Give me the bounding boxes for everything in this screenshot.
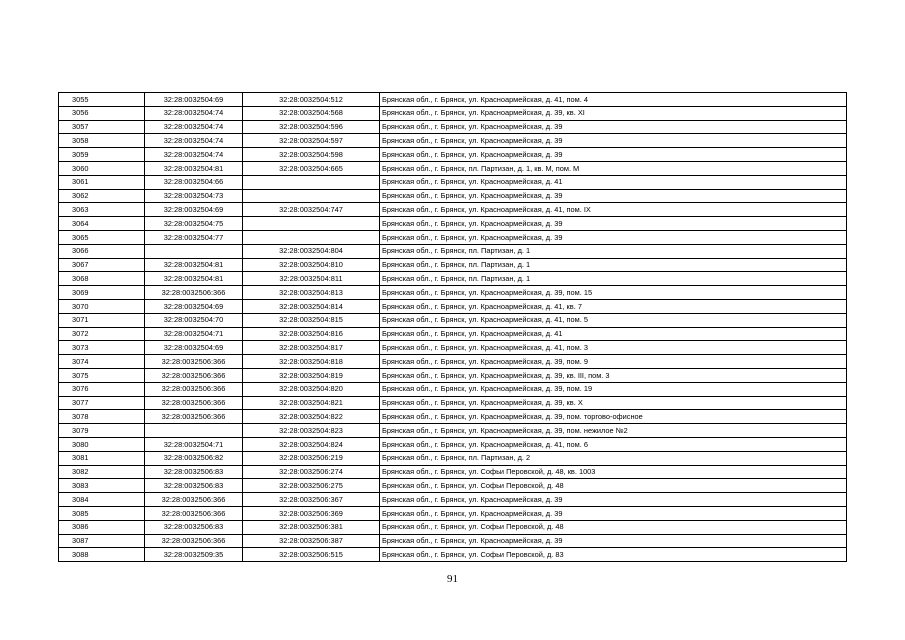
table-row — [59, 465, 847, 479]
row-number-cell: 3059 — [59, 148, 145, 162]
table-row — [59, 355, 847, 369]
table-row — [59, 534, 847, 548]
table-row — [59, 203, 847, 217]
row-number-cell: 3063 — [59, 203, 145, 217]
table-row — [59, 120, 847, 134]
row-number-cell: 3061 — [59, 175, 145, 189]
cadastral-number-2-cell: 32:28:0032506:219 — [243, 451, 380, 465]
cadastral-number-cell: 32:28:0032506:83 — [145, 465, 243, 479]
address-cell: Брянская обл., г. Брянск, ул. Красноармейская, д. 39, пом. 15 — [380, 286, 847, 300]
cadastral-number-2-cell: 32:28:0032504:814 — [243, 299, 380, 313]
row-number-cell: 3065 — [59, 230, 145, 244]
address-cell: Брянская обл., г. Брянск, ул. Красноармейская, д. 39 — [380, 134, 847, 148]
address-cell: Брянская обл., г. Брянск, ул. Красноармейская, д. 41, пом. 6 — [380, 437, 847, 451]
cadastral-number-cell: 32:28:0032504:69 — [145, 93, 243, 107]
address-cell: Брянская обл., г. Брянск, ул. Красноармейская, д. 41, пом. 4 — [380, 93, 847, 107]
cadastral-number-2-cell — [243, 175, 380, 189]
row-number-cell: 3072 — [59, 327, 145, 341]
cadastral-number-2-cell — [243, 217, 380, 231]
cadastral-number-cell — [145, 244, 243, 258]
row-number-cell: 3078 — [59, 410, 145, 424]
address-cell: Брянская обл., г. Брянск, ул. Красноармейская, д. 39, пом. 9 — [380, 355, 847, 369]
cadastral-number-cell: 32:28:0032506:83 — [145, 479, 243, 493]
table-row — [59, 437, 847, 451]
cadastral-number-cell: 32:28:0032504:71 — [145, 437, 243, 451]
cadastral-number-2-cell: 32:28:0032504:597 — [243, 134, 380, 148]
cadastral-number-2-cell: 32:28:0032506:369 — [243, 506, 380, 520]
cadastral-number-2-cell: 32:28:0032504:598 — [243, 148, 380, 162]
table-row — [59, 520, 847, 534]
address-cell: Брянская обл., г. Брянск, пл. Партизан, д. 1 — [380, 258, 847, 272]
table-row — [59, 341, 847, 355]
cadastral-number-2-cell: 32:28:0032504:813 — [243, 286, 380, 300]
cadastral-number-cell: 32:28:0032506:366 — [145, 506, 243, 520]
cadastral-number-2-cell: 32:28:0032504:815 — [243, 313, 380, 327]
table-row — [59, 175, 847, 189]
cadastral-number-2-cell: 32:28:0032506:367 — [243, 493, 380, 507]
row-number-cell: 3075 — [59, 368, 145, 382]
row-number-cell: 3056 — [59, 106, 145, 120]
table-row — [59, 286, 847, 300]
address-cell: Брянская обл., г. Брянск, ул. Красноармейская, д. 41 — [380, 327, 847, 341]
table-row — [59, 368, 847, 382]
cadastral-number-2-cell: 32:28:0032504:804 — [243, 244, 380, 258]
cadastral-number-2-cell: 32:28:0032504:822 — [243, 410, 380, 424]
address-cell: Брянская обл., г. Брянск, ул. Красноармейская, д. 39 — [380, 148, 847, 162]
row-number-cell: 3069 — [59, 286, 145, 300]
cadastral-number-cell: 32:28:0032504:70 — [145, 313, 243, 327]
cadastral-number-2-cell: 32:28:0032504:512 — [243, 93, 380, 107]
table-row — [59, 272, 847, 286]
cadastral-number-2-cell: 32:28:0032506:515 — [243, 548, 380, 562]
row-number-cell: 3088 — [59, 548, 145, 562]
cadastral-number-2-cell: 32:28:0032504:823 — [243, 424, 380, 438]
cadastral-number-cell: 32:28:0032506:366 — [145, 410, 243, 424]
cadastral-number-cell: 32:28:0032504:66 — [145, 175, 243, 189]
table-row — [59, 396, 847, 410]
address-cell: Брянская обл., г. Брянск, ул. Софьи Перовской, д. 48 — [380, 479, 847, 493]
row-number-cell: 3067 — [59, 258, 145, 272]
address-cell: Брянская обл., г. Брянск, ул. Красноармейская, д. 39 — [380, 230, 847, 244]
cadastral-number-cell: 32:28:0032504:73 — [145, 189, 243, 203]
address-cell: Брянская обл., г. Брянск, ул. Красноармейская, д. 41, кв. 7 — [380, 299, 847, 313]
table-row — [59, 382, 847, 396]
table-row — [59, 479, 847, 493]
address-cell: Брянская обл., г. Брянск, ул. Красноармейская, д. 41, пом. 5 — [380, 313, 847, 327]
cadastral-number-2-cell: 32:28:0032506:387 — [243, 534, 380, 548]
row-number-cell: 3077 — [59, 396, 145, 410]
cadastral-number-cell: 32:28:0032504:69 — [145, 299, 243, 313]
row-number-cell: 3080 — [59, 437, 145, 451]
table-row — [59, 424, 847, 438]
address-cell: Брянская обл., г. Брянск, ул. Красноармейская, д. 39 — [380, 493, 847, 507]
cadastral-number-cell: 32:28:0032506:366 — [145, 396, 243, 410]
cadastral-number-cell: 32:28:0032506:366 — [145, 534, 243, 548]
table-row — [59, 217, 847, 231]
row-number-cell: 3082 — [59, 465, 145, 479]
cadastral-number-cell: 32:28:0032506:366 — [145, 382, 243, 396]
row-number-cell: 3079 — [59, 424, 145, 438]
cadastral-number-cell: 32:28:0032504:69 — [145, 203, 243, 217]
row-number-cell: 3070 — [59, 299, 145, 313]
row-number-cell: 3084 — [59, 493, 145, 507]
address-cell: Брянская обл., г. Брянск, пл. Партизан, д. 1, кв. М, пом. М — [380, 161, 847, 175]
address-cell: Брянская обл., г. Брянск, ул. Красноармейская, д. 39, пом. нежилое №2 — [380, 424, 847, 438]
table-row — [59, 493, 847, 507]
table-row — [59, 230, 847, 244]
table-row — [59, 327, 847, 341]
address-cell: Брянская обл., г. Брянск, пл. Партизан, д. 1 — [380, 244, 847, 258]
cadastral-number-2-cell: 32:28:0032506:275 — [243, 479, 380, 493]
address-cell: Брянская обл., г. Брянск, ул. Софьи Перовской, д. 83 — [380, 548, 847, 562]
address-cell: Брянская обл., г. Брянск, пл. Партизан, д. 1 — [380, 272, 847, 286]
cadastral-number-2-cell: 32:28:0032504:819 — [243, 368, 380, 382]
cadastral-number-2-cell — [243, 230, 380, 244]
table-row — [59, 258, 847, 272]
cadastral-number-2-cell: 32:28:0032504:811 — [243, 272, 380, 286]
address-cell: Брянская обл., г. Брянск, ул. Красноармейская, д. 41 — [380, 175, 847, 189]
cadastral-number-cell: 32:28:0032506:366 — [145, 286, 243, 300]
table-row — [59, 134, 847, 148]
cadastral-number-2-cell: 32:28:0032504:810 — [243, 258, 380, 272]
address-cell: Брянская обл., г. Брянск, ул. Софьи Перовской, д. 48 — [380, 520, 847, 534]
cadastral-number-cell: 32:28:0032504:77 — [145, 230, 243, 244]
cadastral-number-cell — [145, 424, 243, 438]
address-cell: Брянская обл., г. Брянск, ул. Красноармейская, д. 41, пом. 3 — [380, 341, 847, 355]
address-cell: Брянская обл., г. Брянск, пл. Партизан, д. 2 — [380, 451, 847, 465]
cadastral-number-2-cell: 32:28:0032504:568 — [243, 106, 380, 120]
cadastral-number-cell: 32:28:0032506:82 — [145, 451, 243, 465]
address-cell: Брянская обл., г. Брянск, ул. Красноармейская, д. 39, кв. III, пом. 3 — [380, 368, 847, 382]
row-number-cell: 3086 — [59, 520, 145, 534]
cadastral-number-cell: 32:28:0032506:366 — [145, 493, 243, 507]
address-cell: Брянская обл., г. Брянск, ул. Красноармейская, д. 41, пом. IX — [380, 203, 847, 217]
table-row — [59, 244, 847, 258]
row-number-cell: 3068 — [59, 272, 145, 286]
cadastral-number-cell: 32:28:0032504:81 — [145, 161, 243, 175]
address-cell: Брянская обл., г. Брянск, ул. Красноармейская, д. 39 — [380, 217, 847, 231]
row-number-cell: 3057 — [59, 120, 145, 134]
address-cell: Брянская обл., г. Брянск, ул. Красноармейская, д. 39 — [380, 120, 847, 134]
table-row — [59, 299, 847, 313]
cadastral-number-2-cell: 32:28:0032506:381 — [243, 520, 380, 534]
address-cell: Брянская обл., г. Брянск, ул. Красноармейская, д. 39, пом. торгово-офисное — [380, 410, 847, 424]
row-number-cell: 3058 — [59, 134, 145, 148]
table-row — [59, 506, 847, 520]
cadastral-number-cell: 32:28:0032504:74 — [145, 106, 243, 120]
table-row — [59, 189, 847, 203]
row-number-cell: 3076 — [59, 382, 145, 396]
cadastral-number-cell: 32:28:0032506:366 — [145, 368, 243, 382]
address-cell: Брянская обл., г. Брянск, ул. Красноармейская, д. 39 — [380, 189, 847, 203]
address-cell: Брянская обл., г. Брянск, ул. Красноармейская, д. 39, кв. XI — [380, 106, 847, 120]
cadastral-number-cell: 32:28:0032504:74 — [145, 148, 243, 162]
row-number-cell: 3055 — [59, 93, 145, 107]
table-row — [59, 161, 847, 175]
cadastral-number-2-cell: 32:28:0032504:747 — [243, 203, 380, 217]
cadastral-number-2-cell: 32:28:0032504:820 — [243, 382, 380, 396]
cadastral-number-cell: 32:28:0032504:69 — [145, 341, 243, 355]
cadastral-number-cell: 32:28:0032504:74 — [145, 120, 243, 134]
row-number-cell: 3062 — [59, 189, 145, 203]
cadastral-number-2-cell: 32:28:0032504:818 — [243, 355, 380, 369]
cadastral-number-2-cell: 32:28:0032504:596 — [243, 120, 380, 134]
cadastral-number-cell: 32:28:0032509:35 — [145, 548, 243, 562]
registry-table-body — [59, 93, 847, 562]
row-number-cell: 3060 — [59, 161, 145, 175]
address-cell: Брянская обл., г. Брянск, ул. Красноармейская, д. 39 — [380, 534, 847, 548]
address-cell: Брянская обл., г. Брянск, ул. Красноармейская, д. 39, кв. X — [380, 396, 847, 410]
table-row — [59, 548, 847, 562]
table-row — [59, 93, 847, 107]
row-number-cell: 3074 — [59, 355, 145, 369]
table-row — [59, 313, 847, 327]
address-cell: Брянская обл., г. Брянск, ул. Красноармейская, д. 39, пом. 19 — [380, 382, 847, 396]
address-cell: Брянская обл., г. Брянск, ул. Софьи Перовской, д. 48, кв. 1003 — [380, 465, 847, 479]
cadastral-number-2-cell: 32:28:0032504:824 — [243, 437, 380, 451]
cadastral-number-cell: 32:28:0032504:75 — [145, 217, 243, 231]
page-number: 91 — [447, 573, 458, 585]
row-number-cell: 3073 — [59, 341, 145, 355]
cadastral-number-cell: 32:28:0032504:81 — [145, 272, 243, 286]
cadastral-number-cell: 32:28:0032506:83 — [145, 520, 243, 534]
row-number-cell: 3064 — [59, 217, 145, 231]
table-row — [59, 106, 847, 120]
cadastral-number-cell: 32:28:0032504:74 — [145, 134, 243, 148]
cadastral-number-cell: 32:28:0032504:81 — [145, 258, 243, 272]
cadastral-number-2-cell: 32:28:0032504:817 — [243, 341, 380, 355]
cadastral-number-2-cell — [243, 189, 380, 203]
row-number-cell: 3087 — [59, 534, 145, 548]
address-cell: Брянская обл., г. Брянск, ул. Красноармейская, д. 39 — [380, 506, 847, 520]
row-number-cell: 3071 — [59, 313, 145, 327]
table-row — [59, 148, 847, 162]
cadastral-number-2-cell: 32:28:0032504:821 — [243, 396, 380, 410]
table-row — [59, 410, 847, 424]
cadastral-number-2-cell: 32:28:0032504:816 — [243, 327, 380, 341]
row-number-cell: 3085 — [59, 506, 145, 520]
cadastral-number-cell: 32:28:0032506:366 — [145, 355, 243, 369]
cadastral-number-2-cell: 32:28:0032504:665 — [243, 161, 380, 175]
cadastral-number-cell: 32:28:0032504:71 — [145, 327, 243, 341]
registry-table — [58, 92, 847, 562]
row-number-cell: 3083 — [59, 479, 145, 493]
table-row — [59, 451, 847, 465]
row-number-cell: 3081 — [59, 451, 145, 465]
cadastral-number-2-cell: 32:28:0032506:274 — [243, 465, 380, 479]
row-number-cell: 3066 — [59, 244, 145, 258]
